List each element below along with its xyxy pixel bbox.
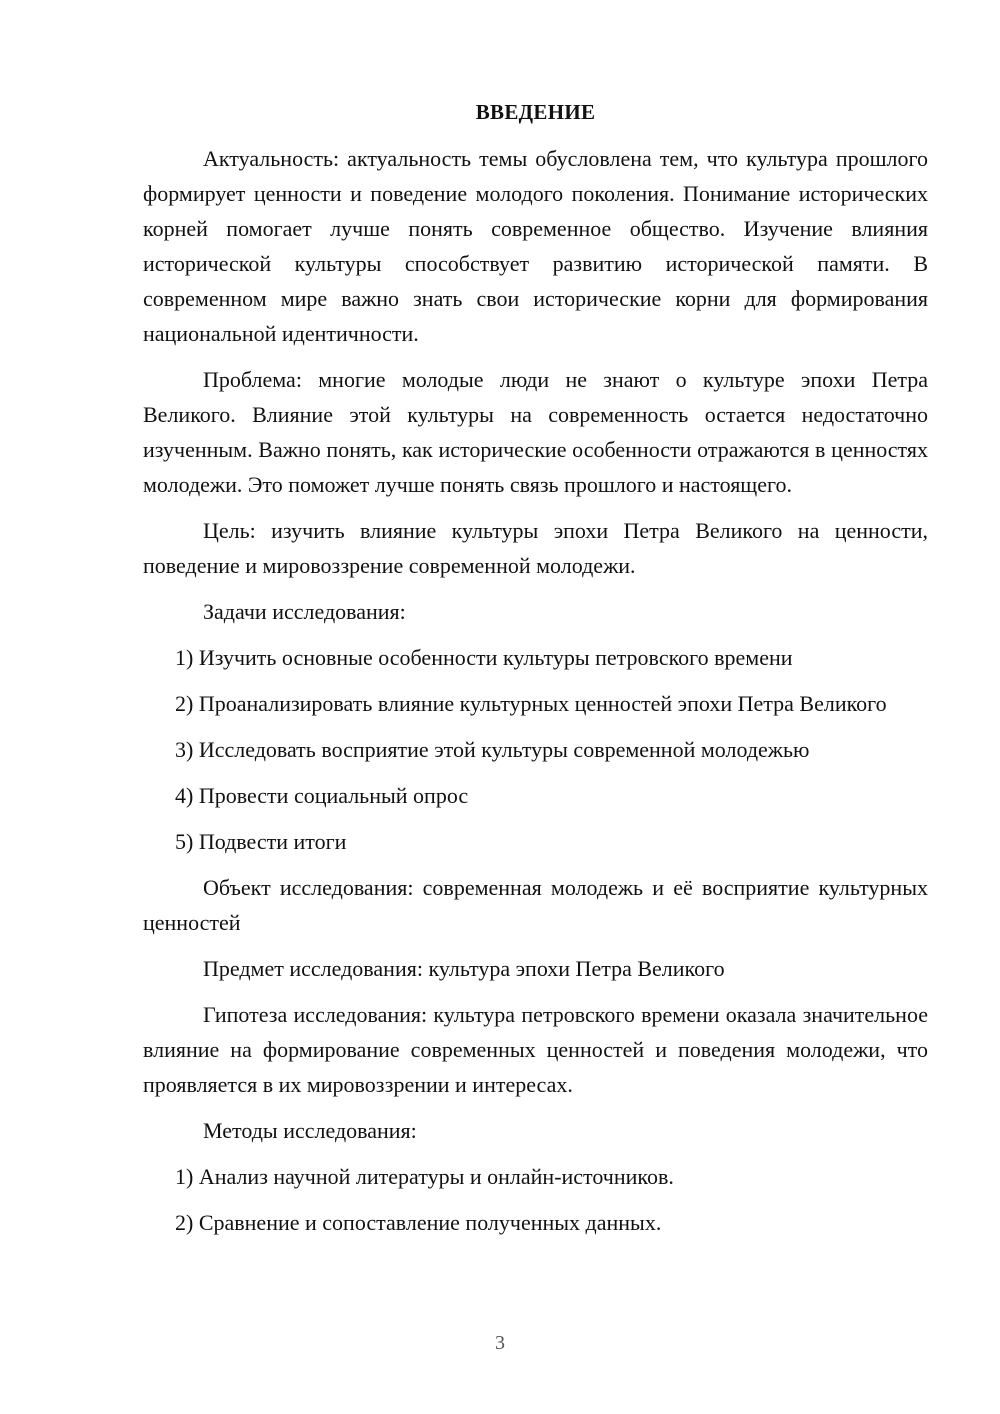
paragraph-problem: Проблема: многие молодые люди не знают о культуре эпохи Петра Великого. Влияние этой культуры на современность остается недостаточно изученным. Важно понять, как исторические особенности отражаются в ценностях молодежи. Это поможет лучше понять связь прошлого и настоящего. [143,367,928,497]
document-body [143,97,928,1251]
page-number: 3 [495,1332,505,1354]
tasks-heading: Задачи исследования: [203,599,406,624]
task-item: 1) Изучить основные особенности культуры петровского времени [175,645,793,670]
paragraph-relevance: Актуальность: актуальность темы обусловлена тем, что культура прошлого формирует ценности и поведение молодого поколения. Понимание исторических корней помогает лучше понять современное общество. Изучение влияния исторической культуры способствует развитию исторической памяти. В современном мире важно знать свои исторические корни для формирования национальной идентичности. [143,146,928,346]
paragraph-hypothesis: Гипотеза исследования: культура петровского времени оказала значительное влияние на формирование современных ценностей и поведения молодежи, что проявляется в их мировоззрении и интересах. [143,1002,928,1097]
task-item: 3) Исследовать восприятие этой культуры современной молодежью [175,737,810,762]
paragraph-object: Объект исследования: современная молодежь и её восприятие культурных ценностей [143,875,928,935]
page-title: ВВЕДЕНИЕ [475,100,596,124]
method-item: 2) Сравнение и сопоставление полученных данных. [175,1210,662,1235]
task-item: 2) Проанализировать влияние культурных ценностей эпохи Петра Великого [175,691,887,716]
paragraph-goal: Цель: изучить влияние культуры эпохи Петра Великого на ценности, поведение и мировоззрение современной молодежи. [143,518,928,578]
task-item: 5) Подвести итоги [175,829,347,854]
task-item: 4) Провести социальный опрос [175,783,469,808]
paragraph-subject: Предмет исследования: культура эпохи Петра Великого [203,956,725,981]
methods-heading: Методы исследования: [203,1118,417,1143]
method-item: 1) Анализ научной литературы и онлайн-источников. [175,1164,674,1189]
